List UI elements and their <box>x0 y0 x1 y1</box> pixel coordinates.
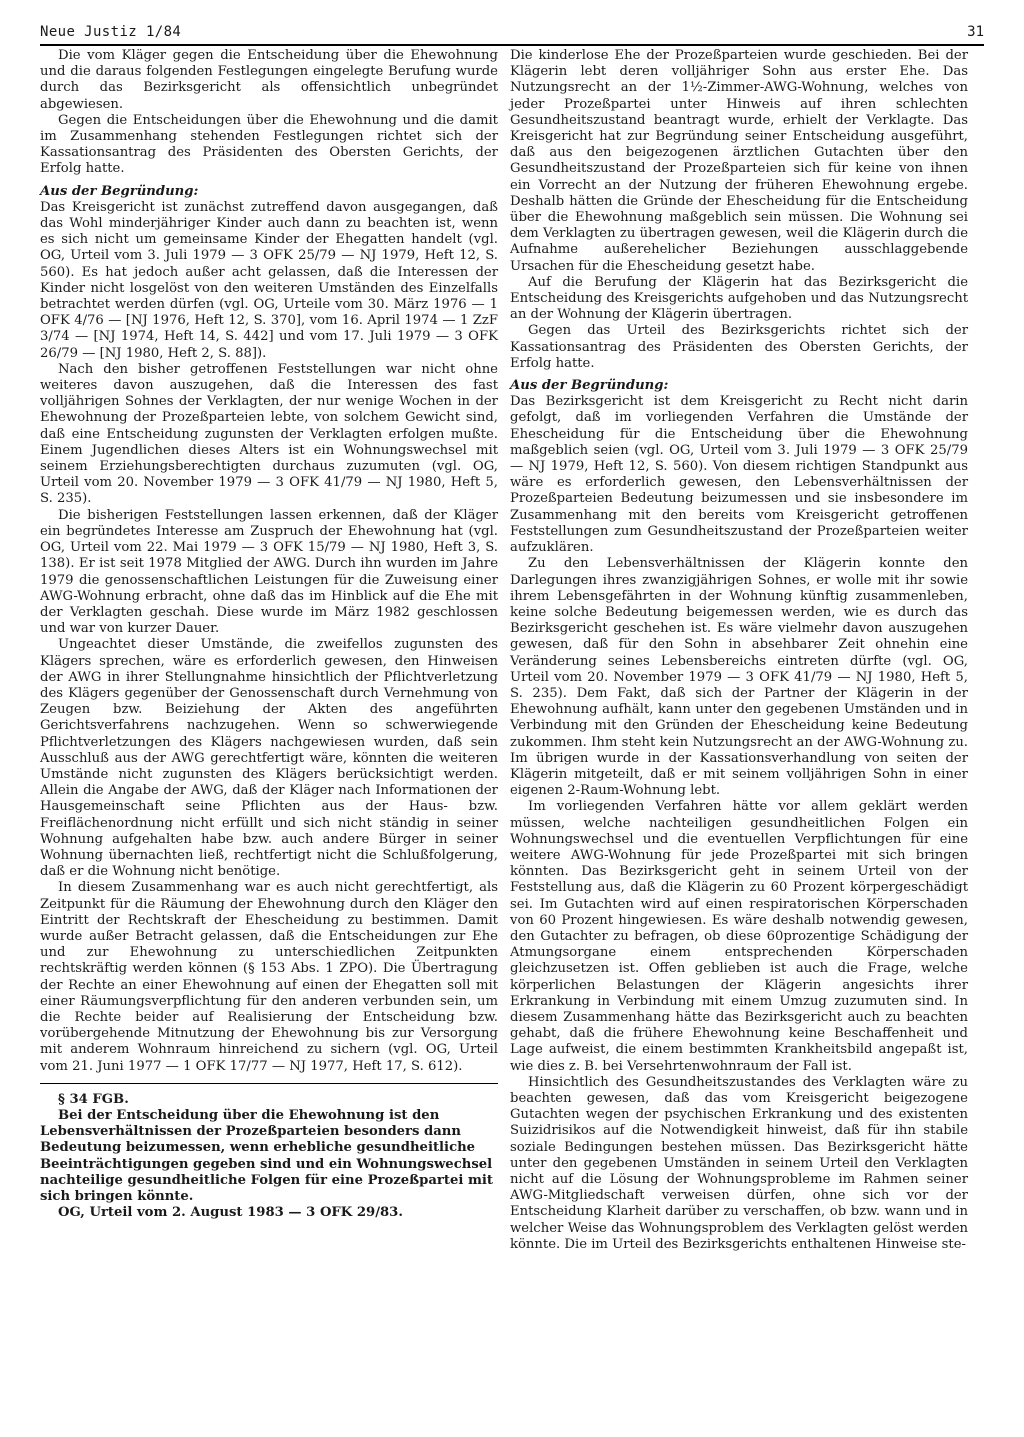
paragraph: Die bisherigen Feststellungen lassen erkennen, daß der Kläger ein begründetes Interesse am Zuspruch der Ehewohnung hat (vgl. OG, Urteil vom 22. Mai 1979 — 3 OFK 15/79 — NJ 1980, Heft 3, S. 138). Er ist seit 1978 Mitglied der AWG. Durch ihn wurden im Jahre 1979 die genossenschaftlichen Leistungen für die Zuweisung einer AWG-Wohnung erbracht, ohne daß das im Hinblick auf die Ehe mit der Verklagten geschah. Diese wurde im März 1982 geschlossen und war von kurzer Dauer. <box>40 507 498 637</box>
legal-norm-heading: § 34 FGB. <box>58 1091 129 1107</box>
section-divider <box>40 1083 498 1084</box>
journal-title: Neue Justiz 1/84 <box>40 24 182 40</box>
paragraph: Ungeachtet dieser Umstände, die zweifellos zugunsten des Klägers sprechen, wäre es erforderlich gewesen, den Hinweisen der AWG in ihrer Stellungnahme hinsichtlich der Pflichtverletzung des Klägers gegenüber der Genossenschaft durch Vernehmung von Zeugen bzw. Beiziehung der Akten des angeführten Gerichtsverfahrens nachzugehen. Wenn so schwerwiegende Pflichtverletzungen des Klägers nachgewiesen wurden, daß sein Ausschluß aus der AWG gerechtfertigt wäre, könnten die weiteren Umstände nicht zugunsten des Klägers berücksichtigt werden. Allein die Angabe der AWG, daß der Kläger nach Informationen der Hausgemeinschaft seine Pflichten aus der Haus- bzw. Freiflächenordnung nicht erfüllt und sich nicht ständig in seiner Wohnung aufgehalten habe bzw. auch andere Bürger in seiner Wohnung übernachten ließ, rechtfertigt nicht die Schlußfolgerung, daß er die Wohnung nicht benötige. <box>40 637 498 880</box>
paragraph: Auf die Berufung der Klägerin hat das Bezirksgericht die Entscheidung des Kreisgerichts aufgehoben und das Nutzungsrecht an der Wohnung der Klägerin übertragen. <box>510 274 968 323</box>
paragraph: Zu den Lebensverhältnissen der Klägerin konnte den Darlegungen ihres zwanzigjährigen Sohnes, er wolle mit ihr sowie ihrem Lebensgefährten in der Wohnung künftig zusammenleben, keine solche Bedeutung beigemessen werden, wie es durch das Bezirksgericht geschehen ist. Es wäre vielmehr davon auszugehen gewesen, daß für den Sohn in absehbarer Zeit ohnehin eine Veränderung seines Lebensbereichs eintreten dürfte (vgl. OG, Urteil vom 20. November 1979 — 3 OFK 41/79 — NJ 1980, Heft 5, S. 235). Dem Fakt, daß sich der Partner der Klägerin in der Ehewohnung aufhält, kann unter den gegebenen Umständen und in Verbindung mit den Gründen der Ehescheidung keine Bedeutung zukommen. Ihm steht kein Nutzungsrecht an der AWG-Wohnung zu. Im übrigen wurde in der Kassationsverhandlung von seiten der Klägerin mitgeteilt, daß er mit seinem volljährigen Sohn in einer eigenen 2-Raum-Wohnung lebt. <box>510 556 968 799</box>
paragraph: Im vorliegenden Verfahren hätte vor allem geklärt werden müssen, welche nachteiligen gesundheitlichen Folgen ein Wohnungswechsel und die eventuellen Verpflichtungen für eine weitere AWG-Wohnung für jede Prozeßpartei mit sich bringen könnten. Das Bezirksgericht geht in seinem Urteil von der Feststellung aus, daß die Klägerin zu 60 Prozent körpergeschädigt sei. Im Gutachten wird auf einen respiratorischen Körperschaden von 60 Prozent hingewiesen. Es wäre deshalb notwendig gewesen, den Gutachter zu befragen, ob diese 60prozentige Schädigung der Atmungsorgane einem entsprechenden Körperschaden gleichzusetzen ist. Offen geblieben ist auch die Frage, welche körperlichen Belastungen der Klägerin angesichts ihrer Erkrankung in Verbindung mit einem Umzug zuzumuten sind. In diesem Zusammenhang hätte das Bezirksgericht auch zu beachten gehabt, daß die frühere Ehewohnung keine Beschaffenheit und Lage aufweist, die einem bestimmten Krankheitsbild angepaßt ist, wie dies z. B. bei Versehrtenwohnraum der Fall ist. <box>510 799 968 1074</box>
paragraph: Gegen das Urteil des Bezirksgerichts richtet sich der Kassationsantrag des Präsidenten des Obersten Gerichts, der Erfolg hatte. <box>510 323 968 371</box>
paragraph: Die vom Kläger gegen die Entscheidung über die Ehewohnung und die daraus folgenden Festlegungen eingelegte Berufung wurde durch das Bezirksgericht als offensichtlich unbegründet abgewiesen. <box>40 48 498 112</box>
paragraph: In diesem Zusammenhang war es auch nicht gerechtfertigt, als Zeitpunkt für die Räumung der Ehewohnung durch den Kläger den Eintritt der Rechtskraft der Ehescheidung zu bestimmen. Damit wurde außer Betracht gelassen, daß die Entscheidungen zur Ehe und zur Ehewohnung zu unterschiedlichen Zeitpunkten rechtskräftig werden können (§ 153 Abs. 1 ZPO). Die Übertragung der Rechte an einer Ehewohnung auf einen der Ehegatten soll mit einer Räumungsverpflichtung für den anderen verbunden sein, um die Rechte beider auf Realisierung der Entscheidung bzw. vorübergehende Mitnutzung der Ehewohnung bis zur Versorgung mit anderem Wohnraum hinreichend zu sichern (vgl. OG, Urteil vom 21. Juni 1977 — 1 OFK 17/77 — NJ 1977, Heft 17, S. 612). <box>40 880 498 1074</box>
paragraph: Das Bezirksgericht ist dem Kreisgericht zu Recht nicht darin gefolgt, daß im vorliegenden Verfahren die Umstände der Ehescheidung für die Entscheidung über die Ehewohnung maßgeblich seien (vgl. OG, Urteil vom 3. Juli 1979 — 3 OFK 25/79 — NJ 1979, Heft 12, S. 560). Von diesem richtigen Standpunkt aus wäre es erforderlich gewesen, den Lebensverhältnissen der Prozeßparteien Bedeutung beizumessen und sie insbesondere im Zusammenhang mit den bereits vom Kreisgericht getroffenen Feststellungen zum Gesundheitszustand der Prozeßparteien weiter aufzuklären. <box>510 394 968 556</box>
court-citation: OG, Urteil vom 2. August 1983 — 3 OFK 29/83. <box>58 1205 403 1221</box>
paragraph: Die kinderlose Ehe der Prozeßparteien wurde geschieden. Bei der Klägerin lebt deren volljähriger Sohn aus erster Ehe. Das Nutzungsrecht an der 1½-Zimmer-AWG-Wohnung, welches von jeder Prozeßpartei unter Hinweis auf ihren schlechten Gesundheitszustand beantragt wurde, erhielt der Verklagte. Das Kreisgericht hat zur Begründung seiner Entscheidung ausgeführt, daß aus den beigezogenen ärztlichen Gutachten über den Gesundheitszustand der Prozeßparteien sich für keine von ihnen ein Vorrecht an der Nutzung der früheren Ehewohnung ergebe. Deshalb hätten die Gründe der Ehescheidung für die Entscheidung über die Ehewohnung maßgeblich sein müssen. Die Wohnung sei dem Verklagten zu übertragen gewesen, weil die Klägerin durch die Aufnahme außerehelicher Beziehungen ausschlaggebende Ursachen für die Ehescheidung gesetzt habe. <box>510 48 968 274</box>
paragraph: Das Kreisgericht ist zunächst zutreffend davon ausgegangen, daß das Wohl minderjähriger Kinder auch dann zu beachten ist, wenn es sich nicht um gemeinsame Kinder der Ehegatten handelt (vgl. OG, Urteil vom 3. Juli 1979 — 3 OFK 25/79 — NJ 1979, Heft 12, S. 560). Es hat jedoch außer acht gelassen, daß die Interessen der Kinder nicht losgelöst von den weiteren Umständen des Einzelfalls betrachtet werden dürfen (vgl. OG, Urteile vom 30. März 1976 — 1 OFK 4/76 — [NJ 1976, Heft 12, S. 370], vom 16. April 1974 — 1 ZzF 3/74 — [NJ 1974, Heft 14, S. 442] und vom 17. Juli 1979 — 3 OFK 26/79 — [NJ 1980, Heft 2, S. 88]). <box>40 199 498 361</box>
paragraph: Hinsichtlich des Gesundheitszustandes des Verklagten wäre zu beachten gewesen, daß das vom Kreisgericht beigezogene Gutachten wegen der psychischen Erkrankung und des existenten Suizidrisikos auf die Notwendigkeit hinweist, daß für ihn stabile soziale Bedingungen bestehen müssen. Das Bezirksgericht hätte unter den gegebenen Umständen in seinem Urteil den Verklagten nicht auf die Lösung der Wohnungsprobleme im Rahmen seiner AWG-Mitgliedschaft verweisen dürfen, ohne sich vor der Entscheidung Klarheit darüber zu verschaffen, ob bzw. wann und in welcher Weise das Wohnungsproblem des Verklagten gelöst werden könnte. Die im Urteil des Bezirksgerichts enthaltenen Hinweise ste- <box>510 1074 968 1252</box>
section-subheading: Aus der Begründung: <box>510 378 669 394</box>
left-column <box>40 48 498 1221</box>
header-rule <box>40 44 984 46</box>
page-header <box>40 20 984 46</box>
legal-principle: Bei der Entscheidung über die Ehewohnung ist den Lebensverhältnissen der Prozeßparteien besonders dann Bedeutung beizumessen, wenn erhebliche gesundheitliche Beeinträchtigungen gegeben sind und ein Wohnungswechsel nachteilige gesundheitliche Folgen für eine Prozeßpartei mit sich bringen könnte. <box>40 1108 494 1205</box>
right-column <box>510 48 968 1253</box>
paragraph: Nach den bisher getroffenen Feststellungen war nicht ohne weiteres davon auszugehen, daß die Interessen des fast volljährigen Sohnes der Verklagten, der nur wenige Wochen in der Ehewohnung der Prozeßparteien lebte, von solchem Gewicht sind, daß eine Entscheidung zugunsten der Verklagten erfolgen mußte. Einem Jugendlichen dieses Alters ist ein Wohnungswechsel mit seinem Erziehungsberechtigten durchaus zuzumuten (vgl. OG, Urteil vom 20. November 1979 — 3 OFK 41/79 — NJ 1980, Heft 5, S. 235). <box>40 361 498 507</box>
page-number: 31 <box>967 24 984 40</box>
section-subheading: Aus der Begründung: <box>40 183 199 199</box>
paragraph: Gegen die Entscheidungen über die Ehewohnung und die damit im Zusammenhang stehenden Festlegungen richtet sich der Kassationsantrag des Präsidenten des Obersten Gerichts, der Erfolg hatte. <box>40 112 498 177</box>
